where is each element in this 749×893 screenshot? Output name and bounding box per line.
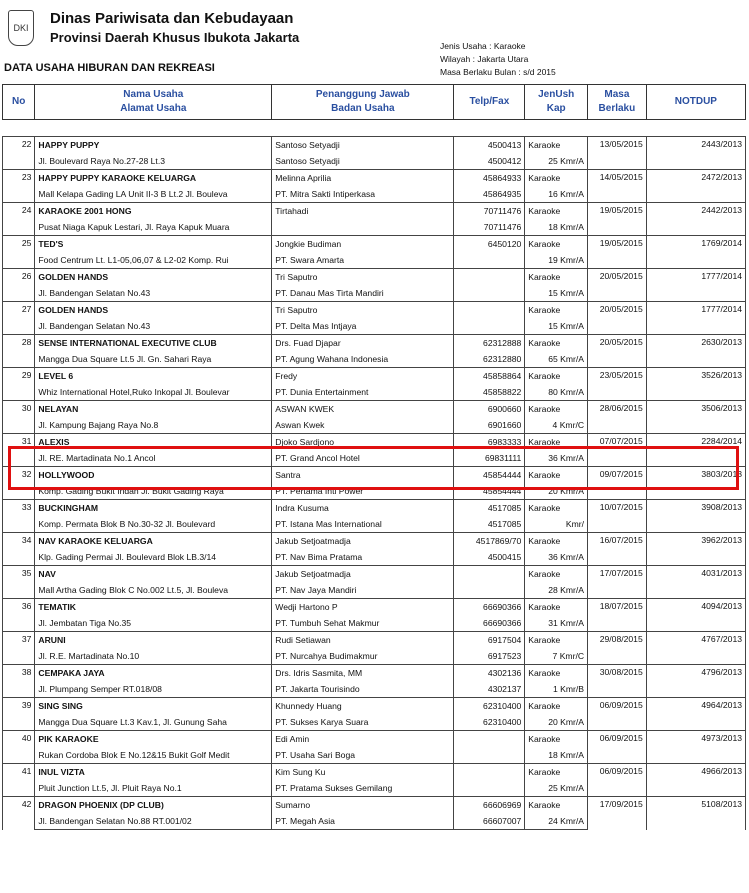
responsible-person: Drs. Fuad Djapar xyxy=(272,335,454,352)
row-no: 32 xyxy=(3,467,35,500)
business-address: Jl. RE. Martadinata No.1 Ancol xyxy=(35,450,272,467)
legal-entity: PT. Delta Mas Intjaya xyxy=(272,318,454,335)
capacity: 19 Kmr/A xyxy=(525,252,588,269)
table-row xyxy=(3,632,746,649)
notdup: 4964/2013 xyxy=(646,698,745,731)
table-row xyxy=(3,170,746,187)
notdup: 1777/2014 xyxy=(646,269,745,302)
table-row xyxy=(3,698,746,715)
table-row xyxy=(3,566,746,583)
business-address: Jl. Kampung Bajang Raya No.8 xyxy=(35,417,272,434)
fax xyxy=(454,582,525,599)
fax xyxy=(454,780,525,797)
row-no: 36 xyxy=(3,599,35,632)
business-type: Karaoke xyxy=(525,170,588,187)
valid-until: 14/05/2015 xyxy=(588,170,647,203)
filter-info xyxy=(440,40,556,79)
capacity: 80 Kmr/A xyxy=(525,384,588,401)
valid-until: 23/05/2015 xyxy=(588,368,647,401)
notdup: 4767/2013 xyxy=(646,632,745,665)
business-address: Jl. Bandengan Selatan No.43 xyxy=(35,318,272,335)
notdup: 4031/2013 xyxy=(646,566,745,599)
fax: 6917523 xyxy=(454,648,525,665)
notdup: 2630/2013 xyxy=(646,335,745,368)
row-no: 38 xyxy=(3,665,35,698)
row-no: 25 xyxy=(3,236,35,269)
phone: 70711476 xyxy=(454,203,525,220)
row-no: 40 xyxy=(3,731,35,764)
business-type: Karaoke xyxy=(525,203,588,220)
notdup: 3526/2013 xyxy=(646,368,745,401)
table-row xyxy=(3,401,746,418)
business-name: NAV xyxy=(35,566,272,583)
notdup: 1769/2014 xyxy=(646,236,745,269)
org-name: Dinas Pariwisata dan Kebudayaan xyxy=(50,10,294,27)
business-address: Food Centrum Lt. L1-05,06,07 & L2-02 Komp. Rui xyxy=(35,252,272,269)
responsible-person: Edi Amin xyxy=(272,731,454,748)
business-type: Karaoke xyxy=(525,137,588,154)
responsible-person: Jongkie Budiman xyxy=(272,236,454,253)
col-header-no: No xyxy=(3,85,35,120)
legal-entity: PT. Nurcahya Budimakmur xyxy=(272,648,454,665)
business-type: Karaoke xyxy=(525,797,588,814)
responsible-person: Indra Kusuma xyxy=(272,500,454,517)
phone: 4517869/70 xyxy=(454,533,525,550)
table-row xyxy=(3,137,746,154)
responsible-person: Djoko Sardjono xyxy=(272,434,454,451)
legal-entity: PT. Usaha Sari Boga xyxy=(272,747,454,764)
fax: 45858822 xyxy=(454,384,525,401)
business-type: Karaoke xyxy=(525,236,588,253)
business-address: Pusat Niaga Kapuk Lestari, Jl. Raya Kapuk Muara xyxy=(35,219,272,236)
business-name: SENSE INTERNATIONAL EXECUTIVE CLUB xyxy=(35,335,272,352)
row-no: 31 xyxy=(3,434,35,467)
valid-until: 13/05/2015 xyxy=(588,137,647,170)
responsible-person: Kim Sung Ku xyxy=(272,764,454,781)
table-row xyxy=(3,764,746,781)
table-row xyxy=(3,665,746,682)
table-row xyxy=(3,467,746,484)
business-name: DRAGON PHOENIX (DP CLUB) xyxy=(35,797,272,814)
phone xyxy=(454,764,525,781)
business-name: HAPPY PUPPY KARAOKE KELUARGA xyxy=(35,170,272,187)
phone xyxy=(454,731,525,748)
business-address: Mangga Dua Square Lt.5 Jl. Gn. Sahari Raya xyxy=(35,351,272,368)
business-name: TEMATIK xyxy=(35,599,272,616)
responsible-person: Drs. Idris Sasmita, MM xyxy=(272,665,454,682)
business-name: GOLDEN HANDS xyxy=(35,302,272,319)
row-no: 33 xyxy=(3,500,35,533)
notdup: 2472/2013 xyxy=(646,170,745,203)
phone: 66606969 xyxy=(454,797,525,814)
col-header-nama: Nama Usaha Alamat Usaha xyxy=(35,85,272,120)
business-table xyxy=(2,84,746,830)
col-header-masa: Masa Berlaku xyxy=(588,85,647,120)
business-name: HOLLYWOOD xyxy=(35,467,272,484)
table-row xyxy=(3,269,746,286)
business-type: Karaoke xyxy=(525,467,588,484)
responsible-person: Jakub Setjoatmadja xyxy=(272,533,454,550)
business-address: Whiz International Hotel,Ruko Inkopal Jl. Boulevar xyxy=(35,384,272,401)
valid-until: 18/07/2015 xyxy=(588,599,647,632)
capacity: 4 Kmr/C xyxy=(525,417,588,434)
legal-entity: PT. Pratama Sukses Gemilang xyxy=(272,780,454,797)
business-type: Karaoke xyxy=(525,566,588,583)
row-no: 26 xyxy=(3,269,35,302)
report-title: DATA USAHA HIBURAN DAN REKREASI xyxy=(4,62,215,74)
fax: 45864935 xyxy=(454,186,525,203)
valid-until: 07/07/2015 xyxy=(588,434,647,467)
capacity: 16 Kmr/A xyxy=(525,186,588,203)
phone xyxy=(454,302,525,319)
phone: 6900660 xyxy=(454,401,525,418)
business-type: Karaoke xyxy=(525,632,588,649)
col-header-notdup: NOTDUP xyxy=(646,85,745,120)
notdup: 4094/2013 xyxy=(646,599,745,632)
responsible-person: Tri Saputro xyxy=(272,302,454,319)
valid-until: 06/09/2015 xyxy=(588,731,647,764)
fax: 62312880 xyxy=(454,351,525,368)
table-row xyxy=(3,335,746,352)
row-no: 29 xyxy=(3,368,35,401)
capacity: 18 Kmr/A xyxy=(525,747,588,764)
notdup: 2284/2014 xyxy=(646,434,745,467)
legal-entity: PT. Agung Wahana Indonesia xyxy=(272,351,454,368)
capacity: 31 Kmr/A xyxy=(525,615,588,632)
business-name: PIK KARAOKE xyxy=(35,731,272,748)
row-no: 27 xyxy=(3,302,35,335)
legal-entity: PT. Mitra Sakti Intiperkasa xyxy=(272,186,454,203)
capacity: 36 Kmr/A xyxy=(525,450,588,467)
phone xyxy=(454,269,525,286)
legal-entity: PT. Grand Ancol Hotel xyxy=(272,450,454,467)
capacity: 18 Kmr/A xyxy=(525,219,588,236)
capacity: 25 Kmr/A xyxy=(525,780,588,797)
jakarta-seal-icon: DKI xyxy=(8,10,34,46)
row-no: 35 xyxy=(3,566,35,599)
business-type: Karaoke xyxy=(525,401,588,418)
phone: 6983333 xyxy=(454,434,525,451)
business-address: Jl. Boulevard Raya No.27-28 Lt.3 xyxy=(35,153,272,170)
capacity: 36 Kmr/A xyxy=(525,549,588,566)
notdup: 1777/2014 xyxy=(646,302,745,335)
business-address: Mall Kelapa Gading LA Unit II-3 B Lt.2 Jl. Bouleva xyxy=(35,186,272,203)
business-address: Mall Artha Gading Blok C No.002 Lt.5, Jl. Bouleva xyxy=(35,582,272,599)
fax: 66690366 xyxy=(454,615,525,632)
fax xyxy=(454,747,525,764)
capacity: 15 Kmr/A xyxy=(525,285,588,302)
table-header-row xyxy=(3,85,746,120)
business-name: SING SING xyxy=(35,698,272,715)
responsible-person: ASWAN KWEK xyxy=(272,401,454,418)
fax: 4302137 xyxy=(454,681,525,698)
notdup: 3803/2013 xyxy=(646,467,745,500)
table-row xyxy=(3,731,746,748)
table-row xyxy=(3,236,746,253)
responsible-person: Khunnedy Huang xyxy=(272,698,454,715)
table-row xyxy=(3,500,746,517)
phone: 4500413 xyxy=(454,137,525,154)
legal-entity: PT. Dunia Entertainment xyxy=(272,384,454,401)
table-row xyxy=(3,533,746,550)
valid-until: 06/09/2015 xyxy=(588,698,647,731)
capacity: 24 Kmr/A xyxy=(525,813,588,830)
notdup: 5108/2013 xyxy=(646,797,745,830)
report-header xyxy=(0,0,749,84)
business-name: CEMPAKA JAYA xyxy=(35,665,272,682)
legal-entity: PT. Tumbuh Sehat Makmur xyxy=(272,615,454,632)
valid-until: 17/09/2015 xyxy=(588,797,647,830)
notdup: 3962/2013 xyxy=(646,533,745,566)
notdup: 2442/2013 xyxy=(646,203,745,236)
row-no: 39 xyxy=(3,698,35,731)
business-name: TED'S xyxy=(35,236,272,253)
responsible-person: Sumarno xyxy=(272,797,454,814)
business-name: NELAYAN xyxy=(35,401,272,418)
notdup: 4966/2013 xyxy=(646,764,745,797)
capacity: 20 Kmr/A xyxy=(525,714,588,731)
responsible-person: Santoso Setyadji xyxy=(272,137,454,154)
col-header-jenis: JenUsh Kap xyxy=(525,85,588,120)
row-no: 37 xyxy=(3,632,35,665)
legal-entity: Aswan Kwek xyxy=(272,417,454,434)
business-address: Jl. Plumpang Semper RT.018/08 xyxy=(35,681,272,698)
responsible-person: Tri Saputro xyxy=(272,269,454,286)
business-type: Karaoke xyxy=(525,335,588,352)
capacity: 28 Kmr/A xyxy=(525,582,588,599)
filter-masa-berlaku: Masa Berlaku Bulan : s/d 2015 xyxy=(440,67,556,77)
responsible-person: Tirtahadi xyxy=(272,203,454,220)
table-row xyxy=(3,368,746,385)
fax: 69831111 xyxy=(454,450,525,467)
row-no: 41 xyxy=(3,764,35,797)
phone: 6450120 xyxy=(454,236,525,253)
business-address: Komp. Permata Blok B No.30-32 Jl. Boulevard xyxy=(35,516,272,533)
phone: 45858864 xyxy=(454,368,525,385)
org-province: Provinsi Daerah Khusus Ibukota Jakarta xyxy=(50,30,300,45)
filter-wilayah: Wilayah : Jakarta Utara xyxy=(440,54,529,64)
row-no: 23 xyxy=(3,170,35,203)
valid-until: 19/05/2015 xyxy=(588,236,647,269)
notdup: 4973/2013 xyxy=(646,731,745,764)
business-name: GOLDEN HANDS xyxy=(35,269,272,286)
row-no: 24 xyxy=(3,203,35,236)
valid-until: 09/07/2015 xyxy=(588,467,647,500)
table-row xyxy=(3,434,746,451)
legal-entity: PT. Megah Asia xyxy=(272,813,454,830)
business-address: Jl. Bandengan Selatan No.43 xyxy=(35,285,272,302)
filter-jenis-usaha: Jenis Usaha : Karaoke xyxy=(440,41,526,51)
responsible-person: Rudi Setiawan xyxy=(272,632,454,649)
notdup: 4796/2013 xyxy=(646,665,745,698)
fax: 4517085 xyxy=(454,516,525,533)
fax: 4500415 xyxy=(454,549,525,566)
capacity: 1 Kmr/B xyxy=(525,681,588,698)
fax xyxy=(454,318,525,335)
phone: 62312888 xyxy=(454,335,525,352)
row-no: 28 xyxy=(3,335,35,368)
phone: 66690366 xyxy=(454,599,525,616)
responsible-person: Wedji Hartono P xyxy=(272,599,454,616)
business-name: HAPPY PUPPY xyxy=(35,137,272,154)
business-name: ARUNI xyxy=(35,632,272,649)
fax xyxy=(454,252,525,269)
business-type: Karaoke xyxy=(525,698,588,715)
business-address: Jl. R.E. Martadinata No.10 xyxy=(35,648,272,665)
capacity: 65 Kmr/A xyxy=(525,351,588,368)
business-address: Jl. Jembatan Tiga No.35 xyxy=(35,615,272,632)
row-no: 30 xyxy=(3,401,35,434)
business-address: Pluit Junction Lt.5, Jl. Pluit Raya No.1 xyxy=(35,780,272,797)
legal-entity: Santoso Setyadji xyxy=(272,153,454,170)
phone: 45864933 xyxy=(454,170,525,187)
valid-until: 10/07/2015 xyxy=(588,500,647,533)
business-type: Karaoke xyxy=(525,731,588,748)
table-row xyxy=(3,302,746,319)
business-name: ALEXIS xyxy=(35,434,272,451)
fax: 6901660 xyxy=(454,417,525,434)
fax: 62310400 xyxy=(454,714,525,731)
valid-until: 20/05/2015 xyxy=(588,335,647,368)
table-row xyxy=(3,797,746,814)
notdup: 3908/2013 xyxy=(646,500,745,533)
row-no: 42 xyxy=(3,797,35,830)
fax: 4500412 xyxy=(454,153,525,170)
responsible-person: Santra xyxy=(272,467,454,484)
business-address: Mangga Dua Square Lt.3 Kav.1, Jl. Gunung Saha xyxy=(35,714,272,731)
legal-entity: PT. Istana Mas International xyxy=(272,516,454,533)
business-type: Karaoke xyxy=(525,500,588,517)
phone: 4517085 xyxy=(454,500,525,517)
valid-until: 29/08/2015 xyxy=(588,632,647,665)
phone: 62310400 xyxy=(454,698,525,715)
phone: 6917504 xyxy=(454,632,525,649)
phone: 45854444 xyxy=(454,467,525,484)
legal-entity: PT. Sukses Karya Suara xyxy=(272,714,454,731)
row-no: 22 xyxy=(3,137,35,170)
responsible-person: Jakub Setjoatmadja xyxy=(272,566,454,583)
capacity: 20 Kmr/A xyxy=(525,483,588,500)
business-type: Karaoke xyxy=(525,764,588,781)
notdup: 3506/2013 xyxy=(646,401,745,434)
responsible-person: Fredy xyxy=(272,368,454,385)
valid-until: 17/07/2015 xyxy=(588,566,647,599)
business-address: Klp. Gading Permai Jl. Boulevard Blok LB.3/14 xyxy=(35,549,272,566)
business-name: BUCKINGHAM xyxy=(35,500,272,517)
business-name: NAV KARAOKE KELUARGA xyxy=(35,533,272,550)
valid-until: 20/05/2015 xyxy=(588,269,647,302)
fax: 66607007 xyxy=(454,813,525,830)
business-address: Rukan Cordoba Blok E No.12&15 Bukit Golf Medit xyxy=(35,747,272,764)
business-name: LEVEL 6 xyxy=(35,368,272,385)
spacer-row xyxy=(3,120,746,137)
phone xyxy=(454,566,525,583)
valid-until: 30/08/2015 xyxy=(588,665,647,698)
business-type: Karaoke xyxy=(525,434,588,451)
business-type: Karaoke xyxy=(525,599,588,616)
business-type: Karaoke xyxy=(525,665,588,682)
legal-entity: PT. Pertama Inti Power xyxy=(272,483,454,500)
valid-until: 19/05/2015 xyxy=(588,203,647,236)
fax: 45854444 xyxy=(454,483,525,500)
phone: 4302136 xyxy=(454,665,525,682)
capacity: 25 Kmr/A xyxy=(525,153,588,170)
legal-entity xyxy=(272,219,454,236)
fax xyxy=(454,285,525,302)
valid-until: 20/05/2015 xyxy=(588,302,647,335)
business-name: INUL VIZTA xyxy=(35,764,272,781)
valid-until: 28/06/2015 xyxy=(588,401,647,434)
business-type: Karaoke xyxy=(525,533,588,550)
legal-entity: PT. Jakarta Tourisindo xyxy=(272,681,454,698)
table-row xyxy=(3,599,746,616)
business-address: Komp. Gading Bukit Indah Jl. Bukit Gading Raya xyxy=(35,483,272,500)
fax: 70711476 xyxy=(454,219,525,236)
capacity: Kmr/ xyxy=(525,516,588,533)
row-no: 34 xyxy=(3,533,35,566)
business-type: Karaoke xyxy=(525,302,588,319)
col-header-penanggung: Penanggung Jawab Badan Usaha xyxy=(272,85,454,120)
business-type: Karaoke xyxy=(525,368,588,385)
legal-entity: PT. Nav Bima Pratama xyxy=(272,549,454,566)
capacity: 7 Kmr/C xyxy=(525,648,588,665)
business-address: Jl. Bandengan Selatan No.88 RT.001/02 xyxy=(35,813,272,830)
business-name: KARAOKE 2001 HONG xyxy=(35,203,272,220)
valid-until: 16/07/2015 xyxy=(588,533,647,566)
capacity: 15 Kmr/A xyxy=(525,318,588,335)
responsible-person: Melinna Aprilia xyxy=(272,170,454,187)
legal-entity: PT. Swara Amarta xyxy=(272,252,454,269)
table-row xyxy=(3,203,746,220)
legal-entity: PT. Nav Jaya Mandiri xyxy=(272,582,454,599)
legal-entity: PT. Danau Mas Tirta Mandiri xyxy=(272,285,454,302)
notdup: 2443/2013 xyxy=(646,137,745,170)
col-header-telp: Telp/Fax xyxy=(454,85,525,120)
business-type: Karaoke xyxy=(525,269,588,286)
valid-until: 06/09/2015 xyxy=(588,764,647,797)
